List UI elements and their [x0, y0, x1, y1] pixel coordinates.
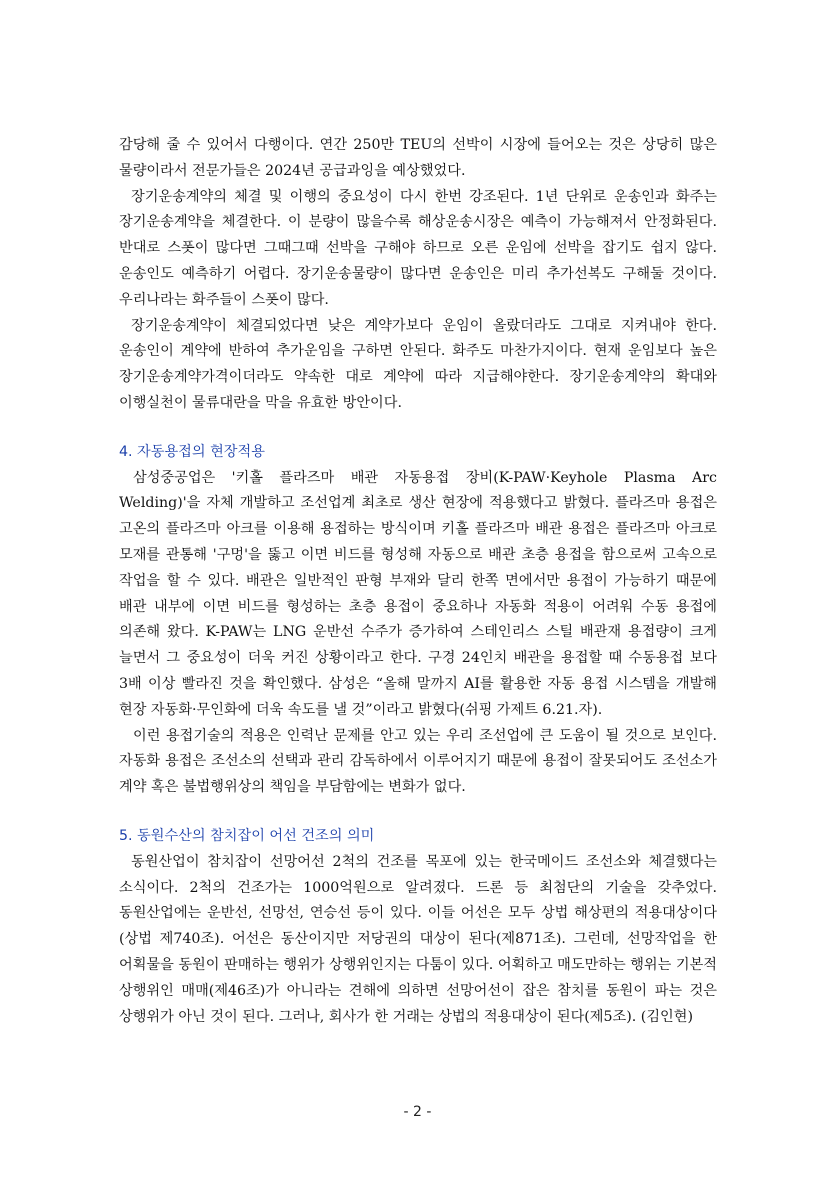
page-number: - 2 - — [403, 1104, 432, 1120]
paragraph-welding-implication: 이런 용접기술의 적용은 인력난 문제를 안고 있는 우리 조선업에 큰 도움이 될 것으로 보인다. 자동화 용접은 조선소의 선택과 관리 감독하에서 이루어지기 때문에 용접이 잘못되어도 조선소가 계약 혹은 불법행위상의 책임을 부담함에는 변화가 없다. — [119, 727, 717, 796]
document-body — [119, 133, 717, 1030]
paragraph-k-paw: 삼성중공업은 '키홀 플라즈마 배관 자동용접 장비(K-PAW·Keyhole Plasma Arc Welding)'을 자체 개발하고 조선업계 최초로 생산 현장에 적용했다고 밝혔다. 플라즈마 용접은 고온의 플라즈마 아크를 이용해 용접하는 방식이며 키홀 플라즈마 배관 용접은 플라즈마 아크로 모재를 관통해 '구멍'을 뚫고 이면 비드를 형성해 자동으로 배관 초층 용접을 함으로써 고속으로 작업을 할 수 있다. 배관은 일반적인 판형 부재와 달리 한쪽 면에서만 용접이 가능하기 때문에 배관 내부에 이면 비드를 형성하는 초층 용접이 중요하나 자동화 적용이 어려워 수동 용접에 의존해 왔다. K-PAW는 LNG 운반선 수주가 증가하여 스테인리스 스틸 배관재 용접량이 크게 늘면서 그 중요성이 더욱 커진 상황이라고 한다. 구경 24인치 배관을 용접할 때 수동용접 보다 3배 이상 빨라진 것을 확인했다. 삼성은 “올해 말까지 AI를 활용한 자동 용접 시스템을 개발해 현장 자동화·무인화에 더욱 속도를 낼 것”이라고 밝혔다(쉬핑 가제트 6.21.자). — [119, 469, 717, 718]
section-spacer — [119, 417, 717, 440]
paragraph-dongwon: 동원산업이 참치잡이 선망어선 2척의 건조를 목포에 있는 한국메이드 조선소와 체결했다는 소식이다. 2척의 건조가는 1000억원으로 알려졌다. 드론 등 최첨단의 기술을 갖추었다. 동원산업에는 운반선, 선망선, 연승선 등이 있다. 이들 어선은 모두 상법 해상편의 적용대상이다(상법 제740조). 어선은 동산이지만 저당권의 대상이 된다(제871조). 그런데, 선망작업을 한 어획물을 동원이 판매하는 행위가 상행위인지는 다툼이 있다. 어획하고 매도만하는 행위는 기본적 상행위인 매매(제46조)가 아니라는 견해에 의하면 선망어선이 잡은 참치를 동원이 파는 것은 상행위가 아닌 것이 된다. 그러나, 회사가 한 거래는 상법의 적용대상이 된다(제5조). (김인현) — [119, 853, 717, 1025]
section-heading-tuna-vessel: 5. 동원수산의 참치잡이 어선 건조의 의미 — [119, 827, 375, 844]
section-spacer — [119, 801, 717, 824]
paragraph-long-term-contract: 장기운송계약의 체결 및 이행의 중요성이 다시 한번 강조된다. 1년 단위로 운송인과 화주는 장기운송계약을 체결한다. 이 분량이 많을수록 해상운송시장은 예측이 가능해져서 안정화된다. 반대로 스폿이 많다면 그때그때 선박을 구해야 하므로 오른 운임에 선박을 잡기도 쉽지 않다. 운송인도 예측하기 어렵다. 장기운송물량이 많다면 운송인은 미리 추가선복도 구해둘 것이다. 우리나라는 화주들이 스폿이 많다. — [119, 188, 718, 308]
continued-paragraph: 감당해 줄 수 있어서 다행이다. 연간 250만 TEU의 선박이 시장에 들어오는 것은 상당히 많은 물량이라서 전문가들은 2024년 공급과잉을 예상했었다. — [119, 137, 717, 179]
section-heading-auto-welding: 4. 자동용접의 현장적용 — [119, 443, 265, 460]
paragraph-contract-performance: 장기운송계약이 체결되었다면 낮은 계약가보다 운임이 올랐더라도 그대로 지켜내야 한다. 운송인이 계약에 반하여 추가운임을 구하면 안된다. 화주도 마찬가지이다. 현재 운임보다 높은 장기운송계약가격이더라도 약속한 대로 계약에 따라 지급해야한다. 장기운송계약의 확대와 이행실천이 물류대란을 막을 유효한 방안이다. — [119, 317, 717, 411]
